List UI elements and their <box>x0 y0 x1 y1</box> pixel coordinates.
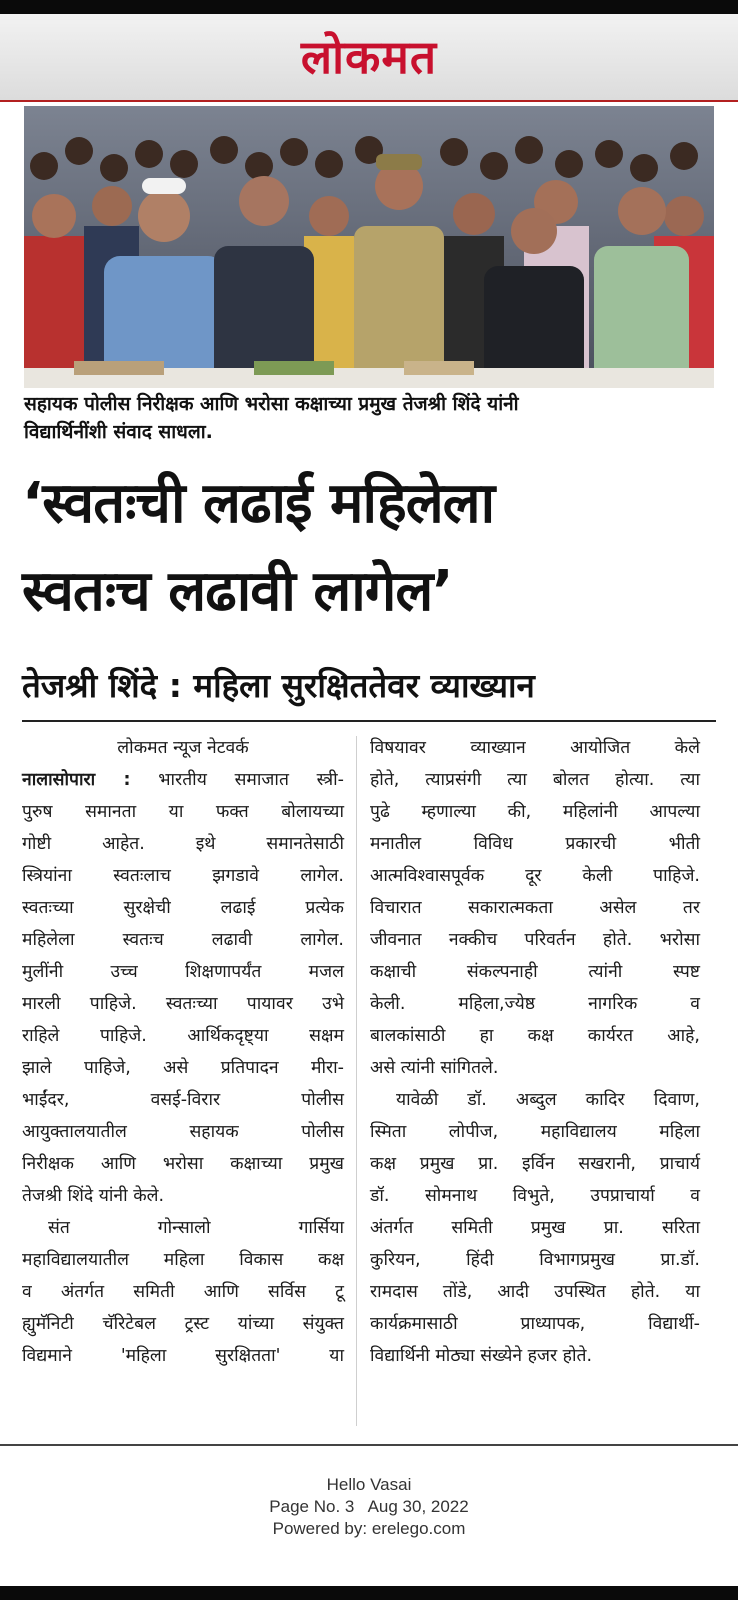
article-subheadline: तेजश्री शिंदे : महिला सुरक्षिततेवर व्याख्यान <box>22 666 535 705</box>
article-headline <box>22 460 722 636</box>
article-line: संत गोन्सालो गार्सिया <box>48 1218 344 1238</box>
caption-line-2: विद्यार्थिनींशी संवाद साधला. <box>24 421 213 443</box>
headline-line-1: ‘स्वतःची लढाई महिलेला <box>22 471 495 536</box>
headline-line-2: स्वतःच लढावी लागेल’ <box>22 559 453 624</box>
article-line: कक्षाची संकल्पनाही त्यांनी स्पष्ट <box>370 962 700 982</box>
article-line: जीवनात नक्कीच परिवर्तन होते. भरोसा <box>370 930 700 950</box>
masthead <box>0 14 738 102</box>
article-line: डॉ. सोमनाथ विभुते, उपप्राचार्या व <box>370 1186 700 1206</box>
article-column-right <box>370 732 700 1372</box>
photo-caption <box>24 390 718 446</box>
article-line: राहिले पाहिजे. आर्थिकदृष्ट्या सक्षम <box>22 1026 344 1046</box>
article-line: कुरियन, हिंदी विभागप्रमुख प्रा.डॉ. <box>370 1250 700 1270</box>
article-line: ह्युमॅनिटी चॅरिटेबल ट्रस्ट यांच्या संयुक्त <box>22 1314 344 1334</box>
article-line: झाले पाहिजे, असे प्रतिपादन मीरा- <box>22 1058 344 1078</box>
article-line: स्त्रियांना स्वतःलाच झगडावे लागेल. <box>22 866 344 886</box>
article-line: स्वतःच्या सुरक्षेची लढाई प्रत्येक <box>22 898 344 918</box>
article-line: कक्ष प्रमुख प्रा. इर्विन सखरानी, प्राचार्य <box>370 1154 700 1174</box>
article-column-left <box>22 732 344 1372</box>
article-line: असे त्यांनी सांगितले. <box>370 1058 499 1078</box>
article-line: विषयावर व्याख्यान आयोजित केले <box>370 738 700 758</box>
article-line: यावेळी डॉ. अब्दुल कादिर दिवाण, <box>396 1090 700 1110</box>
article-line: तेजश्री शिंदे यांनी केले. <box>22 1186 165 1206</box>
article-line: मनातील विविध प्रकारची भीती <box>370 834 700 854</box>
article-line: विद्यार्थिनी मोठ्या संख्येने हजर होते. <box>370 1346 593 1366</box>
article-line: स्मिता लोपीज, महाविद्यालय महिला <box>370 1122 700 1142</box>
newspaper-clipping <box>0 14 738 1586</box>
footer-publication: Hello Vasai <box>326 1475 412 1494</box>
column-divider <box>356 736 357 1426</box>
article-dateline: नालासोपारा : <box>22 770 131 790</box>
article-line: रामदास तोंडे, आदी उपस्थित होते. या <box>370 1282 700 1302</box>
article-line: भाईंदर, वसई-विरार पोलीस <box>22 1090 344 1110</box>
clipping-footer <box>0 1474 738 1540</box>
article-byline: लोकमत न्यूज नेटवर्क <box>117 738 249 758</box>
newspaper-logo: लोकमत <box>300 30 438 84</box>
article-line <box>22 764 344 796</box>
article-line: निरीक्षक आणि भरोसा कक्षाच्या प्रमुख <box>22 1154 344 1174</box>
article-line: व अंतर्गत समिती आणि सर्विस टू <box>22 1282 344 1302</box>
top-frame-bar <box>0 0 738 14</box>
footer-divider <box>0 1444 738 1446</box>
article-line: आयुक्तालयातील सहायक पोलीस <box>22 1122 344 1142</box>
group-photo-illustration <box>24 106 714 388</box>
article-line: विचारात सकारात्मकता असेल तर <box>370 898 700 918</box>
article-line: विद्यमाने 'महिला सुरक्षितता' या <box>22 1346 344 1366</box>
headline-divider <box>22 720 716 722</box>
article-line: कार्यक्रमासाठी प्राध्यापक, विद्यार्थी- <box>370 1314 700 1334</box>
article-line: पुढे म्हणाल्या की, महिलांनी आपल्या <box>370 802 700 822</box>
article-line: होते, त्याप्रसंगी त्या बोलत होत्या. त्या <box>370 770 700 790</box>
article-line: महाविद्यालयातील महिला विकास कक्ष <box>22 1250 344 1270</box>
article-line: बालकांसाठी हा कक्ष कार्यरत आहे, <box>370 1026 700 1046</box>
article-line: आत्मविश्वासपूर्वक दूर केली पाहिजे. <box>370 866 700 886</box>
bottom-frame-bar <box>0 1586 738 1600</box>
group-photo-image <box>24 106 714 388</box>
article-line: मुलींनी उच्च शिक्षणापर्यंत मजल <box>22 962 344 982</box>
article-line-text: भारतीय समाजात स्त्री- <box>130 770 344 790</box>
footer-page-info: Page No. 3 Aug 30, 2022 <box>269 1497 469 1516</box>
article-line: मारली पाहिजे. स्वतःच्या पायावर उभे <box>22 994 344 1014</box>
article-line: पुरुष समानता या फक्त बोलायच्या <box>22 802 344 822</box>
footer-powered-by[interactable]: Powered by: erelego.com <box>272 1519 466 1538</box>
caption-line-1: सहायक पोलीस निरीक्षक आणि भरोसा कक्षाच्या प्रमुख तेजश्री शिंदे यांनी <box>24 393 519 415</box>
article-line: गोष्टी आहेत. इथे समानतेसाठी <box>22 834 344 854</box>
article-line: महिलेला स्वतःच लढावी लागेल. <box>22 930 344 950</box>
article-line: केली. महिला,ज्येष्ठ नागरिक व <box>370 994 700 1014</box>
article-line: अंतर्गत समिती प्रमुख प्रा. सरिता <box>370 1218 700 1238</box>
